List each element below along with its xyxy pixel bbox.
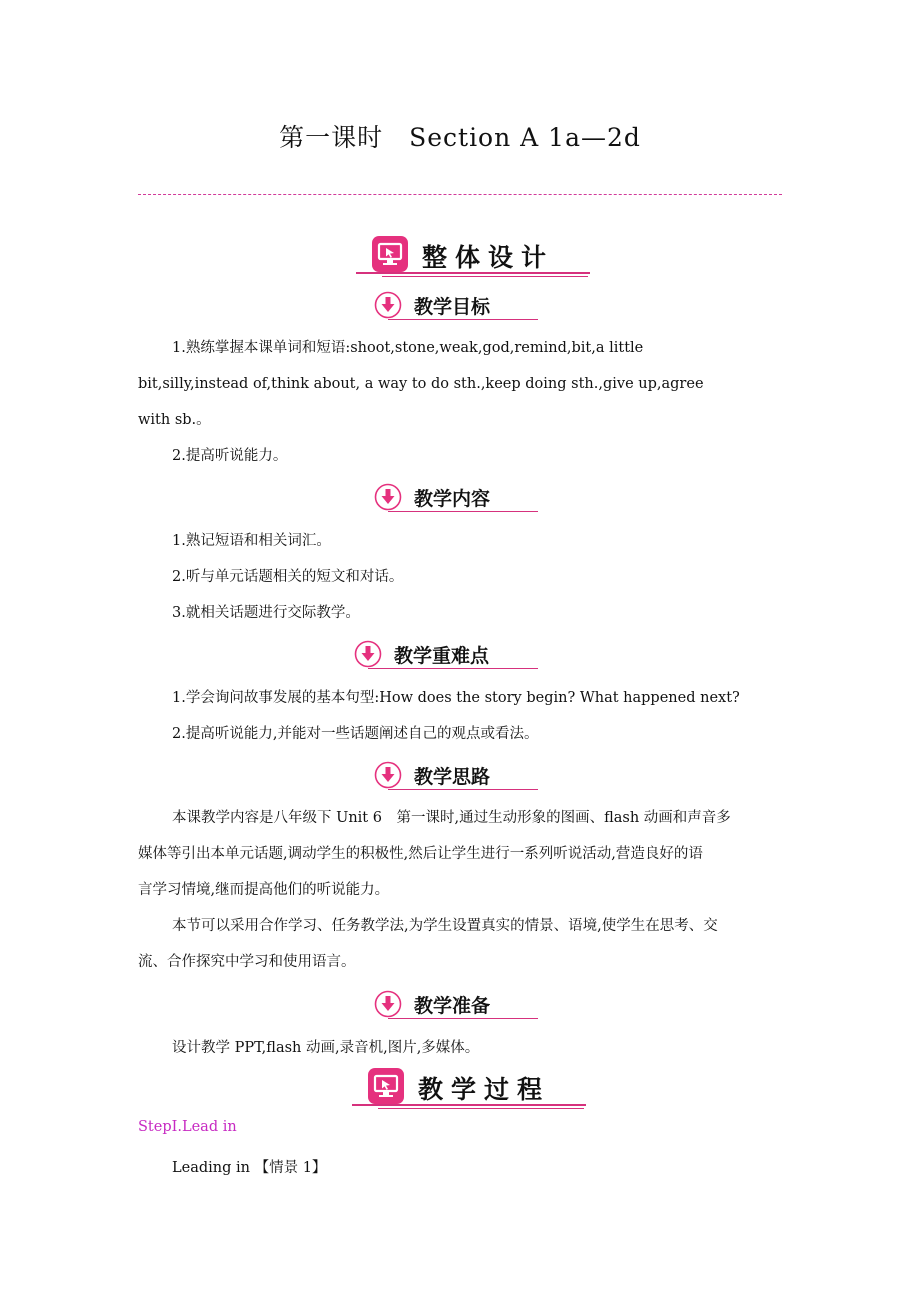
download-arrow-icon	[374, 291, 402, 319]
heading-label: 教学思路	[414, 766, 491, 788]
monitor-cursor-icon	[368, 1068, 404, 1104]
heading-label: 教学内容	[414, 488, 491, 510]
download-arrow-icon	[354, 640, 382, 668]
heading-objectives	[374, 289, 544, 321]
monitor-cursor-icon	[372, 236, 408, 272]
paragraph-line: bit,silly,instead of,think about, a way to do sth.,keep doing sth.,give up,agree	[138, 376, 704, 392]
paragraph-line: 本节可以采用合作学习、任务教学法,为学生设置真实的情景、语境,使学生在思考、交	[172, 918, 718, 934]
heading-key-points	[354, 638, 544, 670]
heading-preparation	[374, 988, 544, 1020]
heading-underline	[378, 1108, 584, 1109]
paragraph-line: 1.熟练掌握本课单词和短语:shoot,stone,weak,god,remind,bit,a little	[172, 340, 644, 356]
paragraph-line: 2.听与单元话题相关的短文和对话。	[172, 569, 404, 585]
heading-label: 教学过程	[418, 1075, 551, 1104]
heading-label: 教学准备	[414, 995, 491, 1017]
heading-underline	[356, 272, 590, 274]
paragraph-line: 流、合作探究中学习和使用语言。	[138, 954, 356, 970]
dashed-divider	[138, 194, 782, 195]
paragraph-line: 2.提高听说能力。	[172, 448, 288, 464]
paragraph-line: 本课教学内容是八年级下 Unit 6 第一课时,通过生动形象的图画、flash 动画和声音多	[172, 810, 731, 826]
download-arrow-icon	[374, 990, 402, 1018]
paragraph-line: 1.熟记短语和相关词汇。	[172, 533, 331, 549]
paragraph-line: Leading in 【情景 1】	[172, 1160, 327, 1176]
heading-label: 教学目标	[414, 296, 491, 318]
heading-underline	[388, 511, 538, 512]
heading-underline	[388, 319, 538, 320]
paragraph-line: 1.学会询问故事发展的基本句型:How does the story begin? What happened next?	[172, 690, 740, 706]
paragraph-line: 设计教学 PPT,flash 动画,录音机,图片,多媒体。	[172, 1040, 480, 1056]
download-arrow-icon	[374, 761, 402, 789]
heading-underline	[352, 1104, 586, 1106]
paragraph-line: 2.提高听说能力,并能对一些话题阐述自己的观点或看法。	[172, 726, 539, 742]
heading-overall-design	[356, 236, 592, 280]
heading-label: 整体设计	[422, 243, 555, 272]
paragraph-line: 3.就相关话题进行交际教学。	[172, 605, 360, 621]
heading-label: 教学重难点	[394, 645, 490, 667]
page-title: 第一课时 Section A 1a—2d	[279, 123, 641, 152]
heading-underline	[368, 668, 538, 669]
step-heading: StepⅠ.Lead in	[138, 1119, 237, 1135]
paragraph-line: 媒体等引出本单元话题,调动学生的积极性,然后让学生进行一系列听说活动,营造良好的语	[138, 846, 703, 862]
paragraph-line: with sb.。	[138, 412, 211, 428]
heading-underline	[388, 789, 538, 790]
heading-approach	[374, 759, 544, 791]
heading-teaching-process	[352, 1068, 588, 1112]
heading-underline	[382, 276, 588, 277]
download-arrow-icon	[374, 483, 402, 511]
heading-underline	[388, 1018, 538, 1019]
paragraph-line: 言学习情境,继而提高他们的听说能力。	[138, 882, 390, 898]
heading-content	[374, 481, 544, 513]
